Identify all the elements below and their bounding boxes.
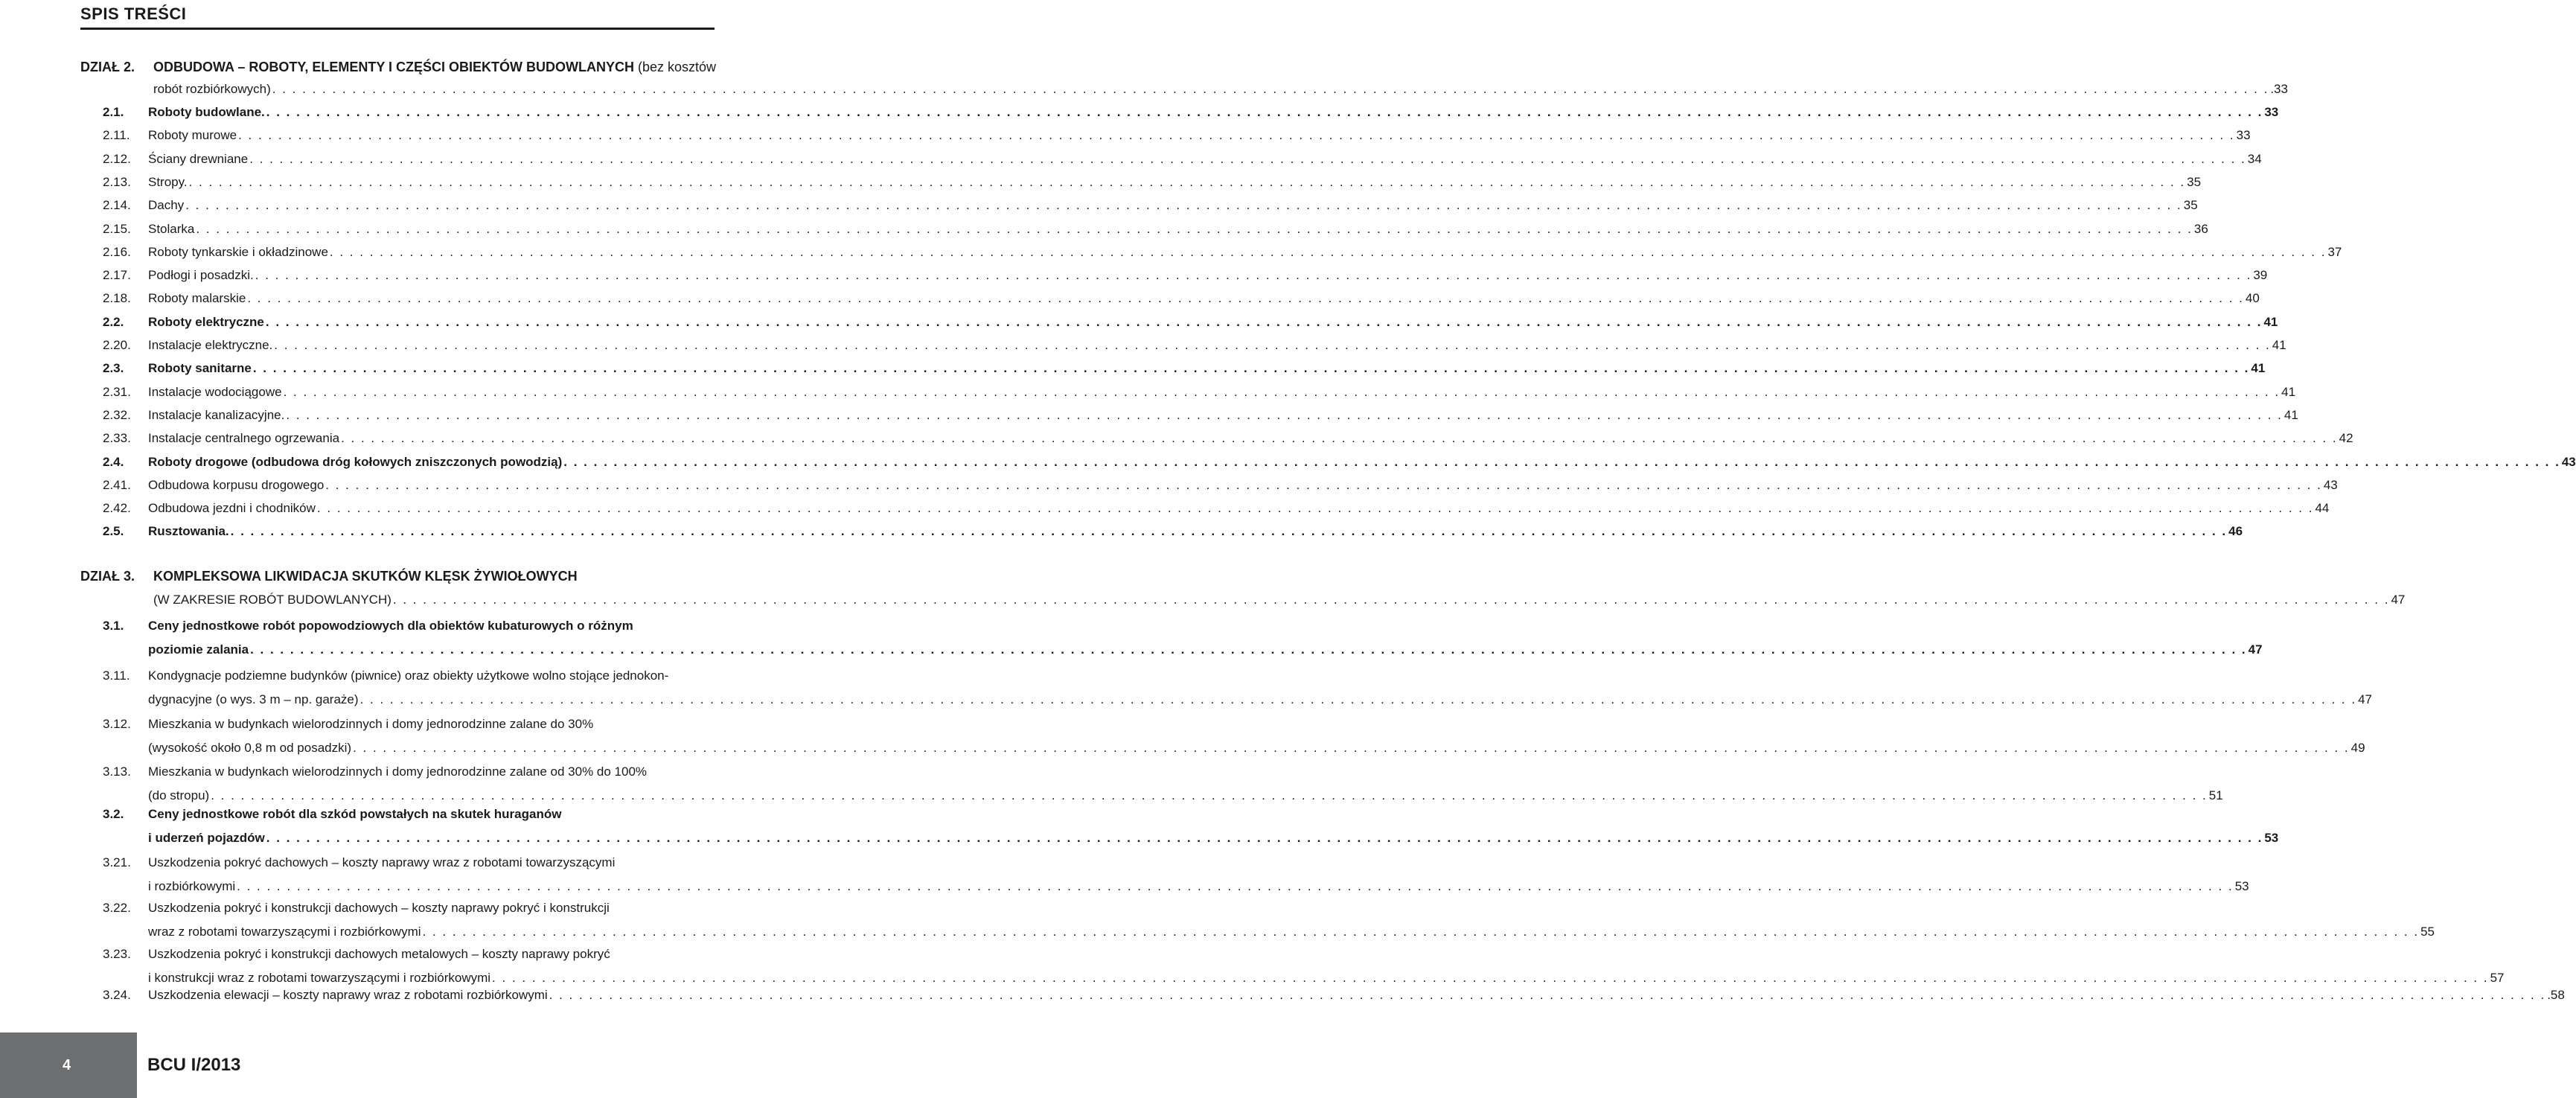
toc-entry-number: 2.18. — [103, 291, 131, 305]
toc-entry-text: Ściany drewniane — [148, 152, 249, 166]
toc-entry-dzial-3-cont[interactable] — [153, 585, 2406, 607]
leader-dots: . . . . . . . . . . . . . . . . . . . . . . . . . . . . . . . . . . . . . . . . . . . . . . . . . . . . . . . . . . . . . . . . . . . . . . . . . . . . . . . . . . . . . . . . . . . . . . . . . . . . . . . . . . . . . . . . . . . . . . . . . . . . . . . . . . . . . . . . . . . . . . . . . . . . . . . . . . . . . . . . . . . . . . . . . . . . . . . . . . . . . . . . . . . . . . . . . . . . . . . . — [238, 128, 2235, 142]
leader-dots: . . . . . . . . . . . . . . . . . . . . . . . . . . . . . . . . . . . . . . . . . . . . . . . . . . . . . . . . . . . . . . . . . . . . . . . . . . . . . . . . . . . . . . . . . . . . . . . . . . . . . . . . . . . . . . . . . . . . . . . . . . . . . . . . . . . . . . . . . . . . . . . . . . . . . . . . . . . . . . . . . . . . . . . . . . . . . . . . . . . . . . . . . . . . . . . . . . . . . . . . — [353, 741, 2350, 755]
section-label-dzial-3: DZIAŁ 3. — [80, 569, 135, 584]
toc-entry-text: Instalacje centralnego ogrzewania — [148, 431, 340, 445]
page-title: SPIS TREŚCI — [80, 4, 187, 23]
toc-entry-number: 2.33. — [103, 431, 131, 445]
toc-entry-number: 3.13. — [103, 765, 131, 779]
toc-entry-number: 2.5. — [103, 524, 124, 538]
toc-entry-text: dygnacyjne (o wys. 3 m – np. garaże) — [148, 692, 359, 706]
toc-entry[interactable] — [103, 400, 2298, 423]
footer-issue-label: BCU I/2013 — [147, 1055, 241, 1075]
toc-entry[interactable] — [148, 872, 2249, 894]
toc-entry[interactable] — [103, 331, 2286, 353]
leader-dots: . . . . . . . . . . . . . . . . . . . . . . . . . . . . . . . . . . . . . . . . . . . . . . . . . . . . . . . . . . . . . . . . . . . . . . . . . . . . . . . . . . . . . . . . . . . . . . . . . . . . . . . . . . . . . . . . . . . . . . . . . . . . . . . . . . . . . . . . . . . . . . . . . . . . . . . . . . . . . . . . . . . . . . . . . . . . . . . . . . . . . . . . . . . . . . . . . . . . . . . . — [265, 315, 2263, 329]
toc-page-number: 47 — [2248, 642, 2263, 657]
toc-page-number: 44 — [2315, 501, 2330, 515]
toc-entry[interactable] — [103, 167, 2202, 190]
toc-entry-line1[interactable] — [103, 939, 610, 962]
toc-entry-number: 2.12. — [103, 152, 131, 166]
toc-page-number: .33 — [2270, 82, 2288, 96]
toc-page-number: 51 — [2208, 788, 2223, 802]
leader-dots: . . . . . . . . . . . . . . . . . . . . . . . . . . . . . . . . . . . . . . . . . . . . . . . . . . . . . . . . . . . . . . . . . . . . . . . . . . . . . . . . . . . . . . . . . . . . . . . . . . . . . . . . . . . . . . . . . . . . . . . . . . . . . . . . . . . . . . . . . . . . . . . . . . . . . . . . . . . . . . . . . . . . . . . . . . . . . . . . . . . . . . . . . . . . . . . . . . . . . . . . — [272, 82, 2269, 96]
toc-entry-text: Rusztowania. — [148, 524, 229, 538]
header-divider — [80, 28, 715, 30]
section-label-dzial-2: DZIAŁ 2. — [80, 60, 135, 74]
leader-dots: . . . . . . . . . . . . . . . . . . . . . . . . . . . . . . . . . . . . . . . . . . . . . . . . . . . . . . . . . . . . . . . . . . . . . . . . . . . . . . . . . . . . . . . . . . . . . . . . . . . . . . . . . . . . . . . . . . . . . . . . . . . . . . . . . . . . . . . . . . . . . . . . . . . . . . . . . . . . . . . . . . . . . . . . . . . . . . . . . . . . . . . . . . . . . . . . . . . . . . . . — [492, 971, 2489, 985]
toc-entry-text: Instalacje kanalizacyjne. — [148, 408, 285, 422]
toc-page-number: 33 — [2236, 128, 2251, 142]
toc-entry-line1[interactable] — [103, 893, 610, 916]
toc-page-number: 34 — [2247, 152, 2262, 166]
toc-entry-text: Dachy — [148, 198, 185, 212]
leader-dots: . . . . . . . . . . . . . . . . . . . . . . . . . . . . . . . . . . . . . . . . . . . . . . . . . . . . . . . . . . . . . . . . . . . . . . . . . . . . . . . . . . . . . . . . . . . . . . . . . . . . . . . . . . . . . . . . . . . . . . . . . . . . . . . . . . . . . . . . . . . . . . . . . . . . . . . . . . . . . . . . . . . . . . . . . . . . . . . . . . . . . . . . . . . . . . . . . . . . . . . . — [286, 408, 2283, 422]
toc-entry-text: Uszkodzenia pokryć i konstrukcji dachowych – koszty naprawy pokryć i konstrukcji — [148, 901, 610, 915]
leader-dots: . . . . . . . . . . . . . . . . . . . . . . . . . . . . . . . . . . . . . . . . . . . . . . . . . . . . . . . . . . . . . . . . . . . . . . . . . . . . . . . . . . . . . . . . . . . . . . . . . . . . . . . . . . . . . . . . . . . . . . . . . . . . . . . . . . . . . . . . . . . . . . . . . . . . . . . . . . . . . . . . . . . . . . . . . . . . . . . . . . . . . . . . . . . . . . . . . . . . . . . . — [250, 642, 2247, 657]
toc-page-number: 35 — [2183, 198, 2198, 212]
toc-entry[interactable] — [103, 98, 2279, 120]
leader-dots: . . . . . . . . . . . . . . . . . . . . . . . . . . . . . . . . . . . . . . . . . . . . . . . . . . . . . . . . . . . . . . . . . . . . . . . . . . . . . . . . . . . . . . . . . . . . . . . . . . . . . . . . . . . . . . . . . . . . . . . . . . . . . . . . . . . . . . . . . . . . . . . . . . . . . . . . . . . . . . . . . . . . . . . . . . . . . . . . . . . . . . . . . . . . . . . . . . . . . . . . — [325, 478, 2322, 492]
toc-entry-text: Mieszkania w budynkach wielorodzinnych i domy jednorodzinne zalane od 30% do 100% — [148, 765, 648, 779]
toc-page-number: 57 — [2490, 971, 2505, 985]
toc-entry-dzial-2-cont[interactable] — [153, 74, 2288, 97]
leader-dots: . . . . . . . . . . . . . . . . . . . . . . . . . . . . . . . . . . . . . . . . . . . . . . . . . . . . . . . . . . . . . . . . . . . . . . . . . . . . . . . . . . . . . . . . . . . . . . . . . . . . . . . . . . . . . . . . . . . . . . . . . . . . . . . . . . . . . . . . . . . . . . . . . . . . . . . . . . . . . . . . . . . . . . . . . . . . . . . . . . . . . . . . . . . . . . . . . . . . . . . . — [185, 198, 2182, 212]
toc-page-number: 53 — [2264, 831, 2279, 845]
toc-entry-line1[interactable] — [103, 661, 669, 683]
toc-entry-text: (wysokość około 0,8 m od posadzki) — [148, 741, 352, 755]
leader-dots: . . . . . . . . . . . . . . . . . . . . . . . . . . . . . . . . . . . . . . . . . . . . . . . . . . . . . . . . . . . . . . . . . . . . . . . . . . . . . . . . . . . . . . . . . . . . . . . . . . . . . . . . . . . . . . . . . . . . . . . . . . . . . . . . . . . . . . . . . . . . . . . . . . . . . . . . . . . . . . . . . . . . . . . . . . . . . . . . . . . . . . . . . . . . . . . . . . . . . . . . — [247, 291, 2244, 305]
toc-entry[interactable] — [103, 237, 2342, 260]
section-title-dzial-2 — [153, 60, 716, 75]
section-title-text: ODBUDOWA – ROBOTY, ELEMENTY I CZĘŚCI OBIEKTÓW BUDOWLANYCH — [153, 60, 635, 74]
toc-entry-text: Roboty budowlane. — [148, 105, 265, 119]
leader-dots: . . . . . . . . . . . . . . . . . . . . . . . . . . . . . . . . . . . . . . . . . . . . . . . . . . . . . . . . . . . . . . . . . . . . . . . . . . . . . . . . . . . . . . . . . . . . . . . . . . . . . . . . . . . . . . . . . . . . . . . . . . . . . . . . . . . . . . . . . . . . . . . . . . . . . . . . . . . . . . . . . . . . . . . . . . . . . . . . . . . . . . . . . . . . . . . . . . . . . . . . — [211, 788, 2208, 802]
toc-entry-number: 2.13. — [103, 175, 131, 189]
toc-entry-text: Stropy. — [148, 175, 188, 189]
toc-page-number: 46 — [2228, 524, 2243, 538]
toc-entry-text: Roboty tynkarskie i okładzinowe — [148, 245, 328, 259]
toc-entry-number: 3.11. — [103, 668, 130, 683]
toc-entry-text: Roboty murowe — [148, 128, 237, 142]
toc-page-number: 37 — [2327, 245, 2342, 259]
toc-entry-text: i konstrukcji wraz z robotami towarzyszącymi i rozbiórkowymi — [148, 971, 491, 985]
toc-entry-text: Roboty elektryczne — [148, 315, 264, 329]
toc-page-number: 47 — [2358, 692, 2372, 706]
leader-dots: . . . . . . . . . . . . . . . . . . . . . . . . . . . . . . . . . . . . . . . . . . . . . . . . . . . . . . . . . . . . . . . . . . . . . . . . . . . . . . . . . . . . . . . . . . . . . . . . . . . . . . . . . . . . . . . . . . . . . . . . . . . . . . . . . . . . . . . . . . . . . . . . . . . . . . . . . . . . . . . . . . . . . . . . . . . . . . . . . . . . . . . . . . . . . . . . . . . . . . . . — [549, 988, 2546, 1002]
toc-entry[interactable] — [148, 917, 2435, 939]
toc-page-number: 40 — [2245, 291, 2260, 305]
leader-dots: . . . . . . . . . . . . . . . . . . . . . . . . . . . . . . . . . . . . . . . . . . . . . . . . . . . . . . . . . . . . . . . . . . . . . . . . . . . . . . . . . . . . . . . . . . . . . . . . . . . . . . . . . . . . . . . . . . . . . . . . . . . . . . . . . . . . . . . . . . . . . . . . . . . . . . . . . . . . . . . . . . . . . . . . . . . . . . . . . . . . . . . . . . . . . . . . . . . . . . . . — [329, 245, 2327, 259]
toc-page-number: 41 — [2263, 315, 2278, 329]
toc-page-number: 36 — [2193, 222, 2208, 236]
toc-entry-number: 2.3. — [103, 361, 124, 375]
toc-entry[interactable] — [103, 121, 2251, 143]
toc-entry-text: Instalacje wodociągowe — [148, 385, 282, 399]
leader-dots: . . . . . . . . . . . . . . . . . . . . . . . . . . . . . . . . . . . . . . . . . . . . . . . . . . . . . . . . . . . . . . . . . . . . . . . . . . . . . . . . . . . . . . . . . . . . . . . . . . . . . . . . . . . . . . . . . . . . . . . . . . . . . . . . . . . . . . . . . . . . . . . . . . . . . . . . . . . . . . . . . . . . . . . . . . . . . . . . . . . . . . . . . . . . . . . . . . . . . . . . — [563, 455, 2560, 469]
toc-page-number: 53 — [2234, 879, 2249, 893]
toc-entry-text: Ceny jednostkowe robót popowodziowych dla obiektów kubaturowych o różnym — [148, 619, 633, 633]
leader-dots: . . . . . . . . . . . . . . . . . . . . . . . . . . . . . . . . . . . . . . . . . . . . . . . . . . . . . . . . . . . . . . . . . . . . . . . . . . . . . . . . . . . . . . . . . . . . . . . . . . . . . . . . . . . . . . . . . . . . . . . . . . . . . . . . . . . . . . . . . . . . . . . . . . . . . . . . . . . . . . . . . . . . . . . . . . . . . . . . . . . . . . . . . . . . . . . . . . . . . . . . — [422, 925, 2420, 939]
toc-entry-line1[interactable] — [103, 709, 594, 732]
toc-entry-text: Stolarka — [148, 222, 195, 236]
toc-entry-text: Roboty sanitarne — [148, 361, 252, 375]
toc-entry-number: 2.15. — [103, 222, 131, 236]
toc-entry[interactable] — [103, 284, 2260, 306]
toc-entry[interactable] — [148, 635, 2263, 657]
toc-entry-number: 2.1. — [103, 105, 124, 119]
toc-entry-text: Uszkodzenia pokryć i konstrukcji dachowych metalowych – koszty naprawy pokryć — [148, 947, 610, 961]
toc-entry[interactable] — [103, 377, 2296, 400]
toc-entry-text: (W ZAKRESIE ROBÓT BUDOWLANYCH) — [153, 593, 391, 607]
leader-dots: . . . . . . . . . . . . . . . . . . . . . . . . . . . . . . . . . . . . . . . . . . . . . . . . . . . . . . . . . . . . . . . . . . . . . . . . . . . . . . . . . . . . . . . . . . . . . . . . . . . . . . . . . . . . . . . . . . . . . . . . . . . . . . . . . . . . . . . . . . . . . . . . . . . . . . . . . . . . . . . . . . . . . . . . . . . . . . . . . . . . . . . . . . . . . . . . . . . . . . . . — [359, 692, 2357, 706]
toc-entry-number: 2.42. — [103, 501, 131, 515]
toc-entry-number: 2.4. — [103, 455, 124, 469]
toc-page-number: 39 — [2253, 268, 2268, 282]
section-title-dzial-3: KOMPLEKSOWA LIKWIDACJA SKUTKÓW KLĘSK ŻYWIOŁOWYCH — [153, 569, 578, 584]
toc-entry-text: Odbudowa korpusu drogowego — [148, 478, 325, 492]
toc-entry-text: Mieszkania w budynkach wielorodzinnych i domy jednorodzinne zalane do 30% — [148, 717, 594, 731]
toc-entry-line1[interactable] — [103, 799, 562, 822]
toc-page-number: 33 — [2264, 105, 2279, 119]
toc-entry-number: 2.20. — [103, 338, 131, 352]
toc-page-number: 42 — [2339, 431, 2353, 445]
toc-entry[interactable] — [148, 733, 2365, 756]
toc-page-number: 43 — [2561, 455, 2576, 469]
toc-entry-number: 2.41. — [103, 478, 131, 492]
toc-entry-number: 3.2. — [103, 807, 124, 821]
leader-dots: . . . . . . . . . . . . . . . . . . . . . . . . . . . . . . . . . . . . . . . . . . . . . . . . . . . . . . . . . . . . . . . . . . . . . . . . . . . . . . . . . . . . . . . . . . . . . . . . . . . . . . . . . . . . . . . . . . . . . . . . . . . . . . . . . . . . . . . . . . . . . . . . . . . . . . . . . . . . . . . . . . . . . . . . . . . . . . . . . . . . . . . . . . . . . . . . . . . . . . . . — [316, 501, 2314, 515]
toc-entry-text: robót rozbiórkowych) — [153, 82, 271, 96]
toc-entry-number: 2.11. — [103, 128, 130, 142]
toc-entry-number: 2.31. — [103, 385, 131, 399]
toc-page-number: 49 — [2350, 741, 2365, 755]
toc-entry-number: 2.32. — [103, 408, 131, 422]
leader-dots: . . . . . . . . . . . . . . . . . . . . . . . . . . . . . . . . . . . . . . . . . . . . . . . . . . . . . . . . . . . . . . . . . . . . . . . . . . . . . . . . . . . . . . . . . . . . . . . . . . . . . . . . . . . . . . . . . . . . . . . . . . . . . . . . . . . . . . . . . . . . . . . . . . . . . . . . . . . . . . . . . . . . . . . . . . . . . . . . . . . . . . . . . . . . . . . . . . . . . . . . — [283, 385, 2281, 399]
toc-entry[interactable] — [103, 144, 2262, 167]
footer-page-number: 4 — [63, 1057, 71, 1073]
toc-entry-number: 3.21. — [103, 855, 131, 869]
toc-entry-line1[interactable] — [103, 848, 616, 870]
toc-entry-text: Podłogi i posadzki. — [148, 268, 254, 282]
toc-entry-number: 3.24. — [103, 988, 131, 1002]
toc-entry-number: 3.22. — [103, 901, 131, 915]
leader-dots: . . . . . . . . . . . . . . . . . . . . . . . . . . . . . . . . . . . . . . . . . . . . . . . . . . . . . . . . . . . . . . . . . . . . . . . . . . . . . . . . . . . . . . . . . . . . . . . . . . . . . . . . . . . . . . . . . . . . . . . . . . . . . . . . . . . . . . . . . . . . . . . . . . . . . . . . . . . . . . . . . . . . . . . . . . . . . . . . . . . . . . . . . . . . . . . . . . . . . . . . — [230, 524, 2228, 538]
toc-entry[interactable] — [148, 685, 2372, 707]
toc-entry-number: 2.14. — [103, 198, 131, 212]
toc-page-number: 43 — [2323, 478, 2338, 492]
toc-entry[interactable] — [103, 494, 2330, 516]
toc-entry[interactable] — [103, 980, 2565, 1003]
toc-entry[interactable] — [103, 447, 2576, 470]
toc-entry-line1[interactable] — [103, 611, 633, 633]
toc-page-number: .58 — [2547, 988, 2565, 1002]
leader-dots: . . . . . . . . . . . . . . . . . . . . . . . . . . . . . . . . . . . . . . . . . . . . . . . . . . . . . . . . . . . . . . . . . . . . . . . . . . . . . . . . . . . . . . . . . . . . . . . . . . . . . . . . . . . . . . . . . . . . . . . . . . . . . . . . . . . . . . . . . . . . . . . . . . . . . . . . . . . . . . . . . . . . . . . . . . . . . . . . . . . . . . . . . . . . . . . . . . . . . . . . — [266, 105, 2263, 119]
toc-page-number: 41 — [2272, 338, 2286, 352]
toc-entry-number: 3.23. — [103, 947, 131, 961]
toc-entry-text: poziomie zalania — [148, 642, 249, 657]
leader-dots: . . . . . . . . . . . . . . . . . . . . . . . . . . . . . . . . . . . . . . . . . . . . . . . . . . . . . . . . . . . . . . . . . . . . . . . . . . . . . . . . . . . . . . . . . . . . . . . . . . . . . . . . . . . . . . . . . . . . . . . . . . . . . . . . . . . . . . . . . . . . . . . . . . . . . . . . . . . . . . . . . . . . . . . . . . . . . . . . . . . . . . . . . . . . . . . . . . . . . . . . — [252, 361, 2250, 375]
toc-page-number: 35 — [2187, 175, 2202, 189]
toc-entry[interactable] — [103, 517, 2243, 539]
toc-entry-text: Ceny jednostkowe robót dla szkód powstałych na skutek huraganów — [148, 807, 562, 821]
toc-entry-text: wraz z robotami towarzyszącymi i rozbiórkowymi — [148, 925, 421, 939]
toc-page-number: 41 — [2281, 385, 2296, 399]
section-title-suffix: (bez kosztów — [634, 60, 717, 74]
leader-dots: . . . . . . . . . . . . . . . . . . . . . . . . . . . . . . . . . . . . . . . . . . . . . . . . . . . . . . . . . . . . . . . . . . . . . . . . . . . . . . . . . . . . . . . . . . . . . . . . . . . . . . . . . . . . . . . . . . . . . . . . . . . . . . . . . . . . . . . . . . . . . . . . . . . . . . . . . . . . . . . . . . . . . . . . . . . . . . . . . . . . . . . . . . . . . . . . . . . . . . . . — [341, 431, 2338, 445]
toc-entry-text: Uszkodzenia pokryć dachowych – koszty naprawy wraz z robotami towarzyszącymi — [148, 855, 616, 869]
leader-dots: . . . . . . . . . . . . . . . . . . . . . . . . . . . . . . . . . . . . . . . . . . . . . . . . . . . . . . . . . . . . . . . . . . . . . . . . . . . . . . . . . . . . . . . . . . . . . . . . . . . . . . . . . . . . . . . . . . . . . . . . . . . . . . . . . . . . . . . . . . . . . . . . . . . . . . . . . . . . . . . . . . . . . . . . . . . . . . . . . . . . . . . . . . . . . . . . . . . . . . . . — [237, 879, 2234, 893]
toc-entry-line1[interactable] — [103, 757, 648, 779]
toc-entry-text: Instalacje elektryczne. — [148, 338, 273, 352]
toc-entry-text: (do stropu) — [148, 788, 210, 802]
toc-entry[interactable] — [103, 470, 2338, 493]
leader-dots: . . . . . . . . . . . . . . . . . . . . . . . . . . . . . . . . . . . . . . . . . . . . . . . . . . . . . . . . . . . . . . . . . . . . . . . . . . . . . . . . . . . . . . . . . . . . . . . . . . . . . . . . . . . . . . . . . . . . . . . . . . . . . . . . . . . . . . . . . . . . . . . . . . . . . . . . . . . . . . . . . . . . . . . . . . . . . . . . . . . . . . . . . . . . . . . . . . . . . . . . — [188, 175, 2186, 189]
toc-entry[interactable] — [148, 823, 2279, 846]
toc-entry-number: 2.2. — [103, 315, 124, 329]
toc-entry[interactable] — [103, 261, 2268, 283]
toc-page-number: 41 — [2283, 408, 2298, 422]
toc-page-number: 55 — [2420, 925, 2435, 939]
toc-entry-number: 3.12. — [103, 717, 131, 731]
toc-entry-text: i rozbiórkowymi — [148, 879, 236, 893]
leader-dots: . . . . . . . . . . . . . . . . . . . . . . . . . . . . . . . . . . . . . . . . . . . . . . . . . . . . . . . . . . . . . . . . . . . . . . . . . . . . . . . . . . . . . . . . . . . . . . . . . . . . . . . . . . . . . . . . . . . . . . . . . . . . . . . . . . . . . . . . . . . . . . . . . . . . . . . . . . . . . . . . . . . . . . . . . . . . . . . . . . . . . . . . . . . . . . . . . . . . . . . . — [266, 831, 2263, 845]
leader-dots: . . . . . . . . . . . . . . . . . . . . . . . . . . . . . . . . . . . . . . . . . . . . . . . . . . . . . . . . . . . . . . . . . . . . . . . . . . . . . . . . . . . . . . . . . . . . . . . . . . . . . . . . . . . . . . . . . . . . . . . . . . . . . . . . . . . . . . . . . . . . . . . . . . . . . . . . . . . . . . . . . . . . . . . . . . . . . . . . . . . . . . . . . . . . . . . . . . . . . . . . — [249, 152, 2246, 166]
toc-entry-text: Uszkodzenia elewacji – koszty naprawy wraz z robotami rozbiórkowymi — [148, 988, 548, 1002]
toc-entry-text: Kondygnacje podziemne budynków (piwnice) oraz obiekty użytkowe wolno stojące jednokon- — [148, 668, 669, 683]
toc-entry[interactable] — [103, 424, 2353, 446]
toc-entry-number: 3.1. — [103, 619, 124, 633]
toc-entry-text: Roboty malarskie — [148, 291, 246, 305]
toc-entry-text: i uderzeń pojazdów — [148, 831, 265, 845]
toc-entry-number: 2.16. — [103, 245, 131, 259]
leader-dots: . . . . . . . . . . . . . . . . . . . . . . . . . . . . . . . . . . . . . . . . . . . . . . . . . . . . . . . . . . . . . . . . . . . . . . . . . . . . . . . . . . . . . . . . . . . . . . . . . . . . . . . . . . . . . . . . . . . . . . . . . . . . . . . . . . . . . . . . . . . . . . . . . . . . . . . . . . . . . . . . . . . . . . . . . . . . . . . . . . . . . . . . . . . . . . . . . . . . . . . . — [274, 338, 2271, 352]
toc-entry[interactable] — [103, 214, 2208, 237]
toc-entry-text: Roboty drogowe (odbudowa dróg kołowych zniszczonych powodzią) — [148, 455, 563, 469]
toc-entry-text: Odbudowa jezdni i chodników — [148, 501, 316, 515]
toc-entry[interactable] — [103, 354, 2266, 376]
leader-dots: . . . . . . . . . . . . . . . . . . . . . . . . . . . . . . . . . . . . . . . . . . . . . . . . . . . . . . . . . . . . . . . . . . . . . . . . . . . . . . . . . . . . . . . . . . . . . . . . . . . . . . . . . . . . . . . . . . . . . . . . . . . . . . . . . . . . . . . . . . . . . . . . . . . . . . . . . . . . . . . . . . . . . . . . . . . . . . . . . . . . . . . . . . . . . . . . . . . . . . . . — [255, 268, 2252, 282]
leader-dots: . . . . . . . . . . . . . . . . . . . . . . . . . . . . . . . . . . . . . . . . . . . . . . . . . . . . . . . . . . . . . . . . . . . . . . . . . . . . . . . . . . . . . . . . . . . . . . . . . . . . . . . . . . . . . . . . . . . . . . . . . . . . . . . . . . . . . . . . . . . . . . . . . . . . . . . . . . . . . . . . . . . . . . . . . . . . . . . . . . . . . . . . . . . . . . . . . . . . . . . . — [392, 593, 2390, 607]
leader-dots: . . . . . . . . . . . . . . . . . . . . . . . . . . . . . . . . . . . . . . . . . . . . . . . . . . . . . . . . . . . . . . . . . . . . . . . . . . . . . . . . . . . . . . . . . . . . . . . . . . . . . . . . . . . . . . . . . . . . . . . . . . . . . . . . . . . . . . . . . . . . . . . . . . . . . . . . . . . . . . . . . . . . . . . . . . . . . . . . . . . . . . . . . . . . . . . . . . . . . . . . — [196, 222, 2193, 236]
toc-entry-number: 2.17. — [103, 268, 131, 282]
toc-entry[interactable] — [103, 307, 2278, 330]
toc-entry[interactable] — [103, 191, 2198, 213]
toc-page-number: 47 — [2391, 593, 2406, 607]
toc-page-number: 41 — [2251, 361, 2266, 375]
